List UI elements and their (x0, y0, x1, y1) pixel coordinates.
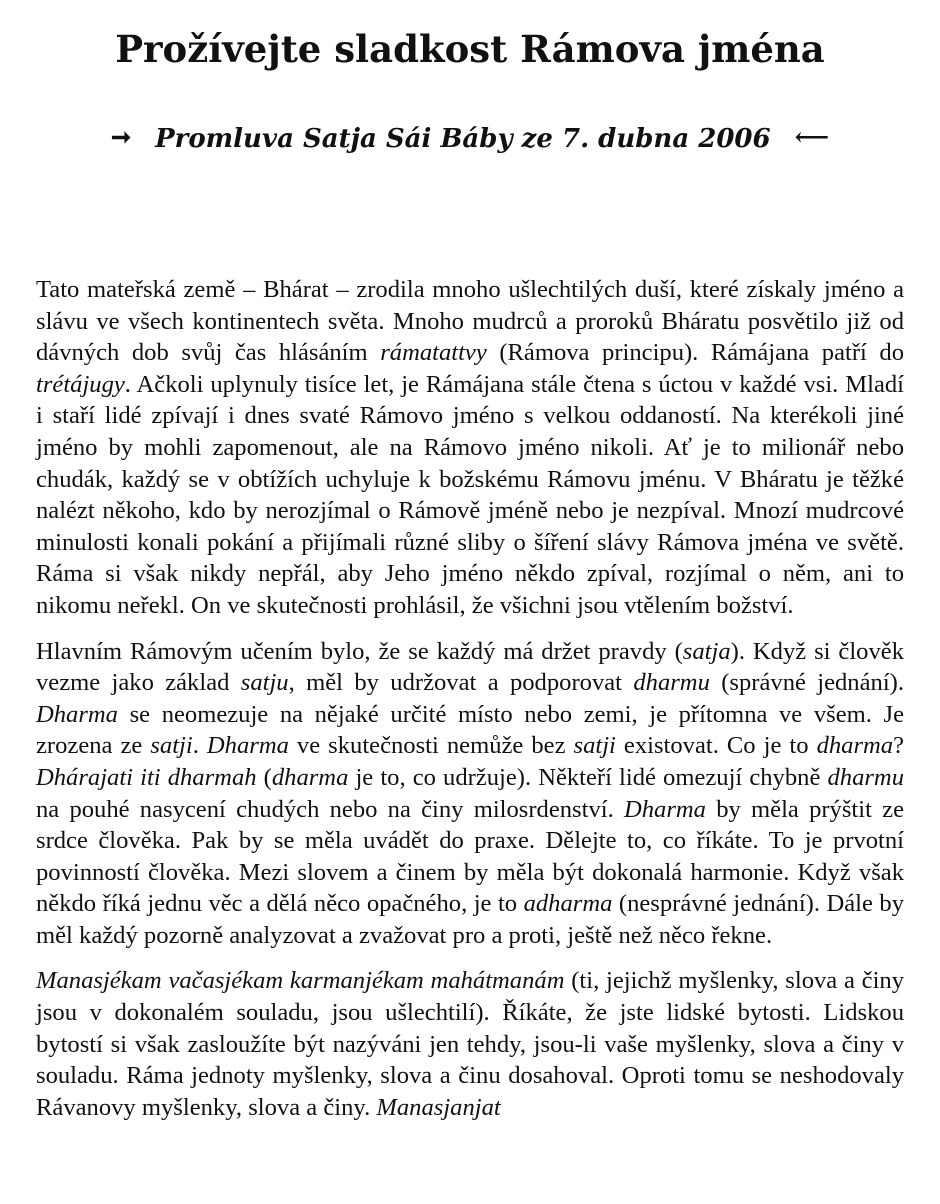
paragraph (36, 965, 904, 1123)
italic-term: dharma (271, 763, 349, 791)
text-run: ( (256, 763, 272, 791)
italic-term: adharma (523, 890, 613, 918)
text-run: (nesprávné jednání). Dále by měl každý pozorně analyzovat a zvažovat pro a proti, ještě než něco řekne. (36, 890, 904, 949)
italic-term: satja (682, 637, 731, 665)
italic-term: dharmu (827, 763, 904, 791)
text-run: Hlavním Rámovým učením bylo, že se každý má držet pravdy ( (36, 637, 683, 665)
italic-term: satju (240, 669, 289, 697)
italic-term: Dharma (36, 700, 118, 728)
text-run: (ti, jejichž myšlenky, slova a činy jsou v dokonalém souladu, jsou ušlechtilí). Říkáte, že jste lidské bytosti. Lidskou bytostí si však zasloužíte být nazýváni jen tehdy, jsou-li vaše myšlenky, slova a činy v souladu. Ráma jednoty myšlenky, slova a činu dosahoval. Oproti tomu se neshodovaly Rávanovy myšlenky, slova a činy. (36, 967, 904, 1121)
text-run: ? (893, 732, 905, 760)
page-subtitle (0, 118, 940, 158)
italic-term: satji (150, 732, 193, 760)
text-run: ). Když si člověk vezme jako základ (36, 637, 904, 697)
italic-term: Dharma (206, 732, 289, 760)
text-run: (Rámova principu). Rámájana patří do (486, 339, 904, 367)
italic-term: Manasjanjat (376, 1093, 501, 1121)
text-run: . (192, 732, 207, 760)
text-run: na pouhé nasycení chudých nebo na činy milosrdenství. (36, 795, 624, 823)
italic-term: rámatattvy (380, 339, 487, 367)
right-arrow-icon: ➞ (110, 122, 132, 151)
text-run: je to, co udržuje). Někteří lidé omezují chybně (348, 763, 828, 791)
article-body (36, 274, 904, 1137)
text-run: ve skutečnosti nemůže bez (288, 732, 574, 760)
paragraph (36, 636, 904, 952)
text-run: , měl by udržovat a podporovat (288, 669, 634, 697)
italic-term: Manasjékam vačasjékam karmanjékam mahátmanám (36, 967, 565, 995)
italic-term: Dhárajati iti dharmah (36, 763, 257, 791)
italic-term: satji (573, 732, 616, 760)
italic-term: dharma (816, 732, 894, 760)
text-run: se neomezuje na nějaké určité místo nebo zemi, je přítomna ve všem. Je zrozena ze (36, 700, 904, 760)
text-run: by měla prýštit ze srdce člověka. Pak by se měla uvádět do praxe. Dělejte to, co říkáte. To je prvotní povinností člověka. Mezi slovem a činem by měla být dokonalá harmonie. Když však někdo říká jednu věc a dělá něco opačného, je to (36, 795, 904, 918)
italic-term: dharmu (633, 669, 710, 697)
italic-term: trétájugy (36, 370, 125, 398)
subtitle-text: Promluva Satja Sái Báby ze 7. dubna 2006 (155, 124, 771, 154)
page-title: Prožívejte sladkost Rámova jména (115, 27, 825, 71)
text-run: . Ačkoli uplynuly tisíce let, je Rámájana stále čtena s úctou v každé vsi. Mladí i staří lidé zpívají i dnes svaté Rámovo jméno s velkou oddaností. Na kterékoli jiné jméno by mohli zapomenout, ale na Rámovo jméno nikoli. Ať je to milionář nebo chudák, každý se v obtížích uchyluje k božskému Rámovu jménu. V Bháratu je těžké nalézt někoho, kdo by nerozjímal o Rámově jméně nebo je nezpíval. Mnozí mudrcové minulosti konali pokání a přijímali různé sliby o šíření slávy Rámova jména ve světě. Ráma si však nikdy nepřál, aby Jeho jméno někdo zpíval, rozjímal o něm, ani to nikomu neřekl. On ve skutečnosti prohlásil, že všichni jsou vtělením božství. (36, 370, 904, 619)
text-run: (správné jednání). (709, 669, 904, 697)
text-run: existovat. Co je to (615, 732, 817, 760)
text-run: Tato mateřská země – Bhárat – zrodila mnoho ušlechtilých duší, které získaly jméno a slávu ve všech kontinentech světa. Mnoho mudrců a proroků Bháratu posvětilo již od dávných dob svůj čas hlásáním (36, 276, 904, 367)
left-arrow-icon: ⟵ (794, 122, 830, 151)
paragraph (36, 274, 904, 622)
italic-term: Dharma (623, 795, 706, 823)
